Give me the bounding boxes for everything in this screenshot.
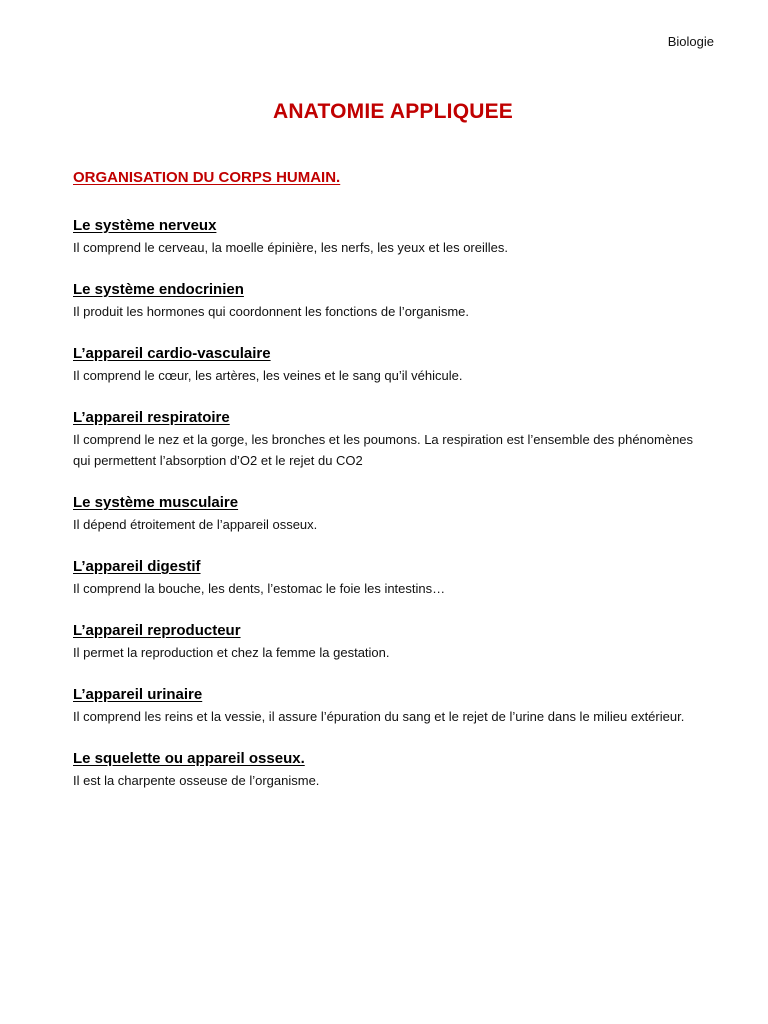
entry-text: Il dépend étroitement de l’appareil osseux. <box>73 517 318 532</box>
entry-heading: Le système musculaire <box>73 494 239 511</box>
entry-heading: L’appareil digestif <box>73 558 201 575</box>
page-header-label: Biologie <box>667 34 714 49</box>
entry-text: Il comprend les reins et la vessie, il assure l’épuration du sang et le rejet de l’urine dans le milieu extérieur. <box>73 709 685 724</box>
entry-urinary-system <box>73 685 703 727</box>
document-title: ANATOMIE APPLIQUEE <box>272 100 514 123</box>
entry-heading: L’appareil urinaire <box>73 686 203 703</box>
entry-nervous-system <box>73 216 703 258</box>
entry-text: Il comprend la bouche, les dents, l’estomac le foie les intestins… <box>73 581 446 596</box>
entry-digestive-system <box>73 557 703 599</box>
entry-heading: L’appareil reproducteur <box>73 622 241 639</box>
entry-text: Il est la charpente osseuse de l’organisme. <box>73 773 320 788</box>
entry-reproductive-system <box>73 621 703 663</box>
entry-list <box>73 216 703 813</box>
entry-skeletal-system <box>73 749 703 791</box>
entry-text: Il comprend le nez et la gorge, les bronches et les poumons. La respiration est l’ensemble des phénomènes qui permettent l’absorption d’O2 et le rejet du CO2 <box>73 432 694 468</box>
entry-text: Il comprend le cerveau, la moelle épinière, les nerfs, les yeux et les oreilles. <box>73 240 508 255</box>
entry-heading: L’appareil cardio-vasculaire <box>73 345 271 362</box>
entry-muscular-system <box>73 493 703 535</box>
entry-heading: L’appareil respiratoire <box>73 409 230 426</box>
entry-text: Il comprend le cœur, les artères, les veines et le sang qu’il véhicule. <box>73 368 463 383</box>
entry-text: Il permet la reproduction et chez la femme la gestation. <box>73 645 390 660</box>
entry-respiratory-system <box>73 408 703 471</box>
entry-heading: Le système nerveux <box>73 217 217 234</box>
entry-heading: Le squelette ou appareil osseux. <box>73 750 305 767</box>
entry-cardiovascular-system <box>73 344 703 386</box>
entry-heading: Le système endocrinien <box>73 281 244 298</box>
entry-endocrine-system <box>73 280 703 322</box>
section-heading: ORGANISATION DU CORPS HUMAIN. <box>73 169 341 186</box>
entry-text: Il produit les hormones qui coordonnent les fonctions de l’organisme. <box>73 304 470 319</box>
